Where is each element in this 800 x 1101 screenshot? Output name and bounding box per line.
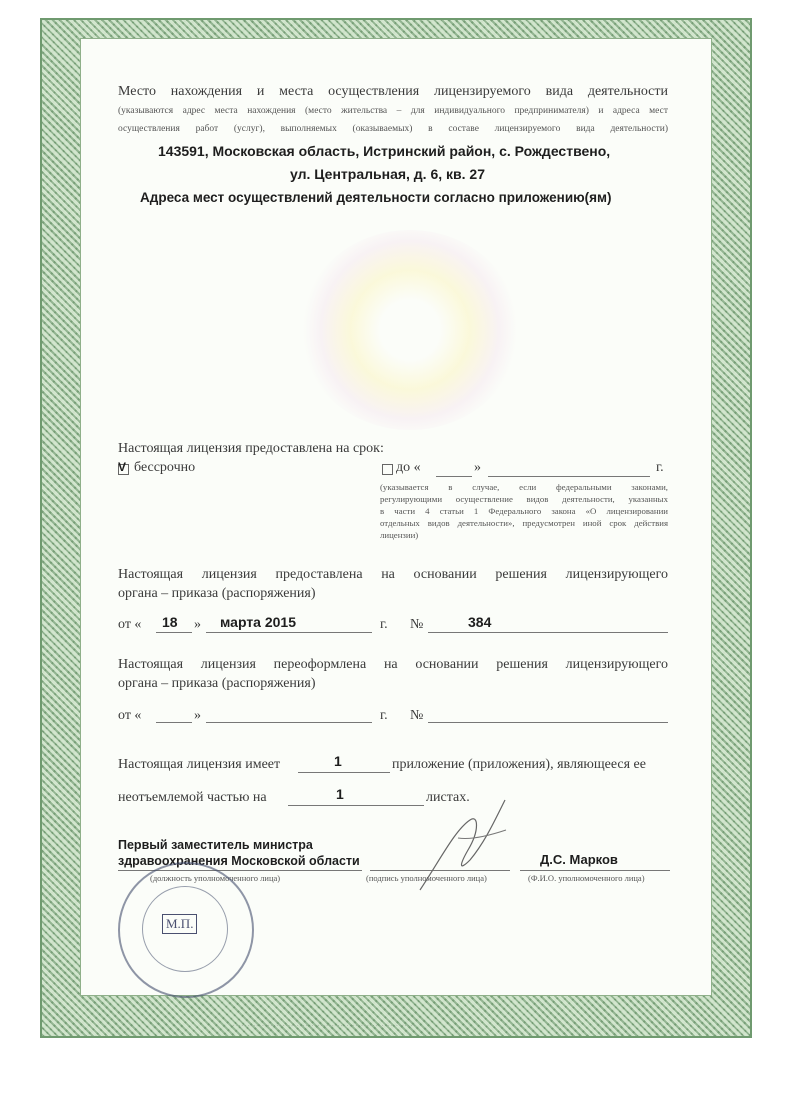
signatory-name: Д.С. Марков [540,852,618,867]
signatory-title-2: здравоохранения Московской области [118,854,360,868]
reissue-line-1: Настоящая лицензия переоформлена на основании решения лицензирующего [118,657,668,672]
appendix-sheets-line [288,805,424,806]
printer-footer-strip: · · · · · · · · · · · · · · · · · · · · · · · · · · · · · · · · · · · · · · · · · · · · · · · · · · · · · · · · · · · · · · · · [230,1024,416,1029]
basis-number-line [428,632,668,633]
appendix-count: 1 [334,753,342,769]
header-line-2: (указываются адрес места нахождения (место жительства – для индивидуального предпринимателя) и адреса мест [118,106,668,116]
caption-signature: (подпись уполномоченного лица) [366,873,487,883]
address-line-1: 143591, Московская область, Истринский район, с. Рождествено, [158,143,611,159]
term-note-2: регулирующими осуществление видов деятельности, указанных [380,494,668,504]
header-line-3: осуществления работ (услуг), выполняемых (оказываемых) в составе лицензируемого вида деятельности) [118,124,668,134]
reissue-from: от « [118,708,142,723]
until-year: г. [656,460,664,475]
basis-from: от « [118,617,142,632]
reissue-line-2: органа – приказа (распоряжения) [118,676,316,691]
until-date-line [488,476,650,477]
reissue-number-line [428,722,668,723]
stamp-label: М.П. [162,914,197,934]
until-label: до « [396,460,421,475]
handwritten-signature [410,790,520,900]
official-stamp [118,862,254,998]
appendix-line-1b: приложение (приложения), являющееся ее [392,757,646,772]
term-title: Настоящая лицензия предоставлена на срок: [118,441,384,456]
appendix-line-2a: неотъемлемой частью на [118,790,267,805]
reissue-no: № [410,708,424,723]
basis-no: № [410,617,424,632]
reissue-day-line [156,722,192,723]
appendix-sheets: 1 [336,786,344,802]
basis-number: 384 [468,614,492,630]
until-day-line [436,476,472,477]
reissue-close: » [194,708,201,723]
address-line-3: Адреса мест осуществлений деятельности согласно приложению(ям) [140,190,612,205]
perpetual-label: бессрочно [134,460,196,475]
basis-line-1: Настоящая лицензия предоставлена на основании решения лицензирующего [118,567,668,582]
header-line-1: Место нахождения и места осуществления лицензируемого вида деятельности [118,84,668,99]
term-note-1: (указывается в случае, если федеральными законами, [380,482,668,492]
basis-month-year: марта 2015 [220,614,297,630]
until-checkbox [382,464,393,475]
basis-day: 18 [162,614,178,630]
basis-close: » [194,617,201,632]
reissue-date-line [206,722,372,723]
caption-position: (должность уполномоченного лица) [150,873,281,883]
term-note-3: в части 4 статьи 1 Федерального закона «О лицензировании [380,506,668,516]
basis-line-2: органа – приказа (распоряжения) [118,586,316,601]
perpetual-check-mark: V [118,460,127,474]
appendix-count-line [298,772,390,773]
reissue-g: г. [380,708,388,723]
watermark-rosette [300,230,520,430]
caption-name: (Ф.И.О. уполномоченного лица) [528,873,645,883]
signatory-title-1: Первый заместитель министра [118,838,313,852]
signatory-name-line [520,870,670,871]
address-line-2: ул. Центральная, д. 6, кв. 27 [290,166,485,182]
basis-date-line [206,632,372,633]
appendix-line-1a: Настоящая лицензия имеет [118,757,281,772]
term-note-5: лицензии) [380,530,419,540]
basis-day-line [156,632,192,633]
term-note-4: отдельных видов деятельности», предусмотрен иной срок действия [380,518,668,528]
basis-g: г. [380,617,388,632]
appendix-line-2b: листах. [426,790,470,805]
until-mid: » [474,460,481,475]
